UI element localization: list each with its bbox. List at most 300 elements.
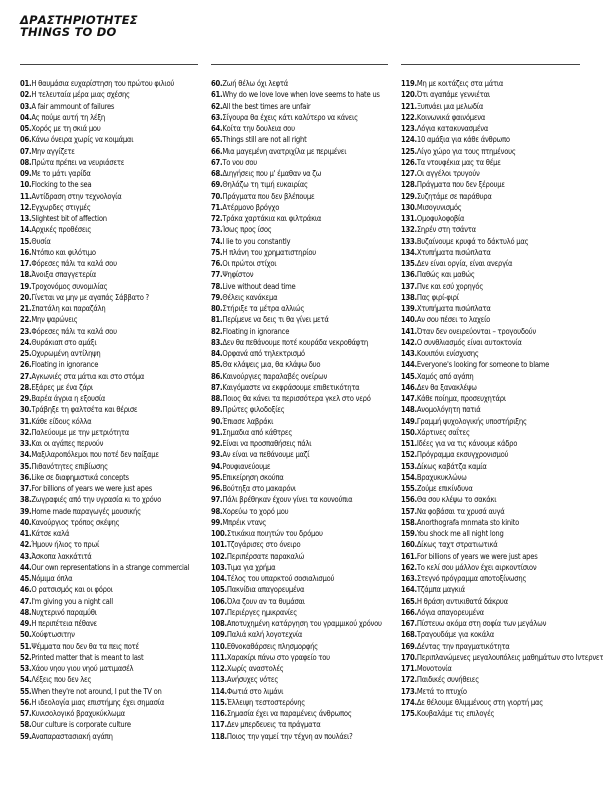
item-number: 30. bbox=[20, 405, 32, 415]
item-text: Πακνίδια απαγορευμένα bbox=[226, 585, 305, 595]
list-item bbox=[401, 539, 580, 550]
item-text: Πας φιρί-φιρί bbox=[416, 292, 459, 302]
list-item bbox=[211, 191, 388, 202]
item-text: A fair ammount of failures bbox=[31, 101, 115, 111]
item-text: Άσκοπα λακκάτιτά bbox=[31, 551, 92, 561]
item-text: Θα κλάψεις μια, θα κλάψω δυο bbox=[222, 360, 321, 370]
item-number: 162. bbox=[401, 562, 417, 572]
list-item bbox=[401, 123, 580, 134]
item-number: 145. bbox=[401, 371, 417, 381]
item-text: Παλιά καλή λογοτεχνία bbox=[226, 630, 303, 640]
item-text: Ίσως προς ίσος bbox=[222, 225, 272, 235]
item-number: 116. bbox=[211, 709, 227, 718]
list-item bbox=[211, 596, 388, 607]
item-text: Δεν θα πεθάνουμε ποτέ κουράδα νεκροθάφτη bbox=[222, 337, 369, 347]
item-text: Στήριξε τα μέτρα αλλιώς bbox=[222, 304, 305, 313]
item-text: Η θαυμάσια ευχαρίστηση του πρώτου φιλιού bbox=[31, 79, 175, 88]
list-item bbox=[20, 258, 198, 269]
item-text: Σημασία έχει να παραμένεις άνθρωπος bbox=[226, 709, 352, 718]
list-item bbox=[211, 337, 388, 348]
list-item bbox=[401, 269, 580, 280]
item-number: 60. bbox=[211, 79, 223, 88]
item-number: 33. bbox=[20, 439, 32, 448]
item-text: Everyone's looking for someone to blame bbox=[416, 360, 550, 370]
item-text: Συζητάμε σε παράθυρα bbox=[416, 191, 492, 201]
item-text: Μπρέικ ντανς bbox=[222, 517, 267, 527]
list-item bbox=[401, 213, 580, 224]
list-item bbox=[20, 213, 198, 224]
list-item bbox=[20, 179, 198, 190]
item-text: Ποιος θα κάνει τα περισσότερα γκελ στο νερό bbox=[222, 394, 371, 403]
item-number: 132. bbox=[401, 225, 417, 235]
item-text: Ρουφιανεύουμε bbox=[222, 461, 271, 471]
item-text: Στεγνό πρόγραμμα αποτοξίνωσης bbox=[416, 574, 527, 583]
list-item bbox=[211, 202, 388, 213]
list-item bbox=[401, 427, 580, 438]
item-text: Τιμα για χρήμα bbox=[226, 562, 276, 572]
item-number: 27. bbox=[20, 371, 32, 381]
item-text: Ανομολόγητη πατιά bbox=[416, 405, 481, 415]
list-item bbox=[211, 393, 388, 404]
list-item bbox=[20, 202, 198, 213]
list-item bbox=[401, 461, 580, 472]
item-text: Ποιος την γαμεί την τέχνη αν πουλάει? bbox=[226, 731, 353, 741]
item-text: Πιθανότητες επιβίωσης bbox=[31, 461, 108, 471]
item-number: 10. bbox=[20, 180, 32, 190]
item-text: Τζογάρισες στο όνειρο bbox=[226, 540, 301, 550]
item-number: 172. bbox=[401, 675, 417, 685]
item-text: Ατέρμονο βρόγχο bbox=[222, 202, 280, 212]
item-number: 117. bbox=[211, 720, 227, 730]
list-item bbox=[20, 562, 198, 573]
list-item bbox=[20, 618, 198, 629]
item-number: 75. bbox=[211, 247, 223, 257]
list-item bbox=[401, 191, 580, 202]
item-number: 107. bbox=[211, 607, 227, 617]
item-number: 17. bbox=[20, 259, 32, 268]
item-text: Things still are not all right bbox=[222, 135, 307, 145]
item-text: Ο ρατσισμός και οι φόροι bbox=[31, 585, 113, 595]
list-column-1 bbox=[20, 64, 198, 742]
item-number: 135. bbox=[401, 259, 417, 268]
list-item bbox=[401, 292, 580, 303]
list-column-2 bbox=[211, 64, 388, 742]
item-number: 16. bbox=[20, 247, 32, 257]
item-number: 96. bbox=[211, 484, 223, 493]
item-text: Το κελί σου μάλλον έχει αιρκοντίσιον bbox=[416, 562, 537, 572]
item-text: Ότι αγαπάμε γεννιέται bbox=[416, 90, 490, 100]
item-number: 133. bbox=[401, 236, 417, 246]
item-number: 128. bbox=[401, 180, 417, 190]
list-item bbox=[20, 449, 198, 460]
list-item bbox=[211, 652, 388, 663]
item-text: Τέλος του υπαρκτού σοσιαλισμού bbox=[226, 574, 335, 583]
item-number: 112. bbox=[211, 664, 227, 673]
item-number: 78. bbox=[211, 281, 223, 291]
item-text: Αρχικές προθέσεις bbox=[31, 225, 92, 235]
item-number: 147. bbox=[401, 394, 417, 403]
list-item bbox=[211, 258, 388, 269]
item-text: Βραχυκυκλώνω bbox=[416, 472, 467, 482]
item-number: 171. bbox=[401, 664, 417, 673]
item-number: 108. bbox=[211, 619, 227, 628]
item-text: Χωρίς αναστολές bbox=[226, 664, 284, 673]
list-item bbox=[20, 146, 198, 157]
list-item bbox=[211, 551, 388, 562]
item-text: Χορός με τη σκιά μου bbox=[31, 124, 101, 133]
item-number: 114. bbox=[211, 686, 227, 696]
item-number: 01. bbox=[20, 79, 32, 88]
item-text: Ιδέες για να τις κάνουμε κάδρο bbox=[416, 439, 518, 448]
list-item bbox=[211, 629, 388, 640]
item-text: Δίκως καβάτζα καμία bbox=[416, 461, 487, 471]
item-text: Χτυπήματα πισώπλατα bbox=[416, 304, 491, 313]
item-text: Οι αγγέλοι τρυγούν bbox=[416, 169, 480, 178]
item-text: Δε θέλουμε θλιμμένους στη γιορτή μας bbox=[416, 697, 543, 707]
item-text: Δίκως ταχτ στρατιωτικά bbox=[416, 540, 498, 550]
item-text: Η τελευταία μέρα μιας σχέσης bbox=[31, 90, 130, 100]
item-text: Flocking to the sea bbox=[31, 180, 92, 190]
list-item bbox=[20, 697, 198, 708]
item-text: Εγχωρδες στιγμές bbox=[31, 202, 91, 212]
item-text: Σημαδια από κάθτρες bbox=[222, 427, 293, 437]
list-item bbox=[401, 157, 580, 168]
list-item bbox=[211, 359, 388, 370]
title-greek: ΔΡΑΣΤΗΡΙΟΤΗΤΕΣ bbox=[20, 13, 138, 27]
item-text: Αν είναι να πεθάνουμε μαζί bbox=[222, 450, 310, 460]
list-item bbox=[20, 134, 198, 145]
list-item bbox=[20, 337, 198, 348]
item-text: Λίγο χώρο για τους πτημένους bbox=[416, 146, 516, 156]
list-item bbox=[401, 641, 580, 652]
list-item bbox=[20, 641, 198, 652]
item-number: 02. bbox=[20, 90, 32, 100]
list-item bbox=[401, 472, 580, 483]
item-text: Ψηφίστον bbox=[222, 270, 254, 280]
list-item bbox=[20, 404, 198, 415]
item-number: 29. bbox=[20, 394, 32, 403]
list-item bbox=[211, 101, 388, 112]
item-number: 67. bbox=[211, 157, 223, 167]
item-text: Παθώς και μαθώς bbox=[416, 270, 475, 280]
item-number: 89. bbox=[211, 405, 223, 415]
item-text: Και οι αγάπες περνούν bbox=[31, 439, 104, 448]
item-number: 100. bbox=[211, 529, 227, 538]
list-item bbox=[401, 179, 580, 190]
item-text: Printed matter that is meant to last bbox=[31, 652, 144, 662]
list-item bbox=[20, 494, 198, 505]
item-text: Χαμός από αγάπη bbox=[416, 371, 474, 381]
list-item bbox=[401, 224, 580, 235]
item-number: 65. bbox=[211, 135, 223, 145]
item-text: Ζωγραφιές από την υγρασία κι το χρόνο bbox=[31, 495, 162, 505]
list-item bbox=[211, 213, 388, 224]
item-number: 48. bbox=[20, 607, 32, 617]
item-text: Κουβαλάμε τις επιλογές bbox=[416, 709, 495, 718]
item-text: Like σε διαφημιστικά concepts bbox=[31, 472, 129, 482]
item-number: 119. bbox=[401, 79, 417, 88]
list-item bbox=[401, 348, 580, 359]
item-number: 62. bbox=[211, 101, 223, 111]
list-item bbox=[401, 449, 580, 460]
item-number: 61. bbox=[211, 90, 223, 100]
item-number: 53. bbox=[20, 664, 32, 673]
list-item bbox=[20, 719, 198, 730]
item-number: 57. bbox=[20, 709, 32, 718]
item-number: 69. bbox=[211, 180, 223, 190]
list-item bbox=[211, 303, 388, 314]
list-item bbox=[20, 157, 198, 168]
item-number: 166. bbox=[401, 607, 417, 617]
item-number: 154. bbox=[401, 472, 417, 482]
list-item bbox=[20, 483, 198, 494]
title-english: THINGS TO DO bbox=[20, 25, 117, 39]
item-text: Πνε και εσύ χορηγός bbox=[416, 281, 484, 291]
item-number: 82. bbox=[211, 326, 223, 336]
item-text: Να φοβάσαι τα χρυσά αυγά bbox=[416, 506, 505, 516]
item-text: Τράβηξε τη φαλτσέτα και θέρισε bbox=[31, 405, 138, 415]
item-text: Διηγήσεις που μ' έμαθαν να ζω bbox=[222, 169, 322, 178]
item-text: Λόγια κατακυνασμένα bbox=[416, 124, 489, 133]
item-number: 55. bbox=[20, 686, 32, 696]
item-number: 86. bbox=[211, 371, 223, 381]
item-text: Δεν θα ξανακλέψω bbox=[416, 382, 477, 392]
list-item bbox=[20, 652, 198, 663]
item-number: 39. bbox=[20, 506, 32, 516]
item-number: 143. bbox=[401, 349, 417, 358]
item-text: Τζάμπα μαγκιά bbox=[416, 585, 465, 595]
list-item bbox=[211, 461, 388, 472]
item-text: Χάου νηου γιου νηού ματιμασέλ bbox=[31, 664, 134, 673]
list-item bbox=[20, 472, 198, 483]
item-text: Βυζαίνουμε κρυφά το δάκτυλό μας bbox=[416, 236, 529, 246]
list-item bbox=[211, 686, 388, 697]
list-item bbox=[211, 382, 388, 393]
item-number: 167. bbox=[401, 619, 417, 628]
item-text: Η ιδεολογία μιας επιστήμης έχει σημασία bbox=[31, 697, 165, 707]
list-item bbox=[20, 78, 198, 89]
item-text: Κάτσε καλά bbox=[31, 529, 70, 538]
item-number: 83. bbox=[211, 337, 223, 347]
list-item bbox=[401, 258, 580, 269]
item-text: Αν σου πέσει το λαχείο bbox=[416, 315, 491, 325]
item-text: Κουιπόνι ενίσχυσης bbox=[416, 349, 479, 358]
list-item bbox=[20, 382, 198, 393]
item-number: 43. bbox=[20, 551, 32, 561]
list-item bbox=[20, 314, 198, 325]
list-item bbox=[20, 731, 198, 742]
item-text: Our own representations in a strange commercial bbox=[31, 562, 190, 572]
item-text: Γραμμή ψυχολογικής υποστήριξης bbox=[416, 416, 527, 426]
item-text: Πράγματα που δεν βλέπουμε bbox=[222, 191, 315, 201]
item-text: Πάλι βρέθηκαν έχουν γίνει τα κουνούπια bbox=[222, 495, 353, 505]
list-item bbox=[401, 146, 580, 157]
item-number: 31. bbox=[20, 416, 32, 426]
item-number: 77. bbox=[211, 270, 223, 280]
item-number: 05. bbox=[20, 124, 32, 133]
item-number: 12. bbox=[20, 202, 32, 212]
list-item bbox=[20, 551, 198, 562]
list-item bbox=[20, 427, 198, 438]
item-text: Σπατάλη και παραζάλη bbox=[31, 304, 106, 313]
item-number: 110. bbox=[211, 641, 227, 651]
list-item bbox=[211, 483, 388, 494]
item-number: 152. bbox=[401, 450, 417, 460]
item-number: 156. bbox=[401, 495, 417, 505]
item-number: 72. bbox=[211, 214, 223, 223]
list-item bbox=[401, 551, 580, 562]
item-number: 26. bbox=[20, 360, 32, 370]
item-text: Ομοφυλοφοβία bbox=[416, 214, 465, 223]
item-number: 148. bbox=[401, 405, 417, 415]
list-item bbox=[211, 281, 388, 292]
item-number: 93. bbox=[211, 450, 223, 460]
item-number: 52. bbox=[20, 652, 32, 662]
item-text: Γίνεται να μην με αγαπάς Σάββατο ? bbox=[31, 292, 149, 302]
item-text: Η πλάνη του χρηματιστηρίου bbox=[222, 247, 316, 257]
list-item bbox=[401, 618, 580, 629]
item-text: Εξάρες με ένα ζάρι bbox=[31, 382, 93, 392]
item-text: Χούφτωσιτην bbox=[31, 630, 75, 640]
item-text: Μια μαγεμένη ανατριχίλα με περιμένει bbox=[222, 146, 347, 156]
list-item bbox=[401, 89, 580, 100]
item-number: 136. bbox=[401, 270, 417, 280]
item-number: 146. bbox=[401, 382, 417, 392]
item-number: 151. bbox=[401, 439, 417, 448]
item-text: Όλα ζουν αν τα θυμάσαι bbox=[226, 596, 305, 606]
item-number: 88. bbox=[211, 394, 223, 403]
list-item bbox=[211, 641, 388, 652]
list-item bbox=[211, 157, 388, 168]
item-number: 37. bbox=[20, 484, 32, 493]
item-number: 09. bbox=[20, 169, 32, 178]
item-list bbox=[401, 78, 603, 719]
list-item bbox=[211, 449, 388, 460]
list-item bbox=[20, 528, 198, 539]
list-item bbox=[211, 179, 388, 190]
list-item bbox=[401, 652, 603, 663]
list-item bbox=[20, 663, 198, 674]
item-number: 118. bbox=[211, 731, 227, 741]
item-number: 159. bbox=[401, 529, 417, 538]
item-number: 34. bbox=[20, 450, 32, 460]
item-number: 13. bbox=[20, 214, 32, 223]
list-item bbox=[20, 573, 198, 584]
list-item bbox=[401, 506, 580, 517]
item-text: For billions of years we were just apes bbox=[416, 551, 538, 561]
list-item bbox=[211, 78, 388, 89]
list-item bbox=[211, 506, 388, 517]
item-text: Μονοτονία bbox=[416, 664, 452, 673]
item-number: 21. bbox=[20, 304, 32, 313]
item-text: Live without dead time bbox=[222, 281, 296, 291]
item-number: 44. bbox=[20, 562, 32, 572]
list-item bbox=[20, 281, 198, 292]
item-text: Αποτυχημένη κατάργηση του γραμμικού χρόνου bbox=[226, 619, 382, 628]
list-item bbox=[211, 618, 388, 629]
list-item bbox=[211, 438, 388, 449]
list-item bbox=[401, 494, 580, 505]
list-item bbox=[20, 236, 198, 247]
list-item bbox=[401, 697, 580, 708]
item-text: Floating in ignorance bbox=[31, 360, 99, 370]
item-number: 28. bbox=[20, 382, 32, 392]
item-text: When they're not around, I put the TV on bbox=[31, 686, 162, 696]
item-number: 15. bbox=[20, 236, 32, 246]
list-item bbox=[211, 168, 388, 179]
item-text: Θυσία bbox=[31, 236, 51, 246]
item-number: 14. bbox=[20, 225, 32, 235]
item-number: 139. bbox=[401, 304, 417, 313]
list-item bbox=[211, 494, 388, 505]
item-number: 144. bbox=[401, 360, 417, 370]
item-number: 56. bbox=[20, 697, 32, 707]
item-text: Τραγουδάμε για κοκάλα bbox=[416, 630, 494, 640]
list-column-3 bbox=[401, 64, 603, 719]
list-item bbox=[211, 663, 388, 674]
item-number: 126. bbox=[401, 157, 417, 167]
item-text: Καιγόμαστε να εκφράσουμε επιθετικότητα bbox=[222, 382, 360, 392]
item-number: 160. bbox=[401, 540, 417, 550]
item-number: 06. bbox=[20, 135, 32, 145]
item-number: 102. bbox=[211, 551, 227, 561]
item-number: 103. bbox=[211, 562, 227, 572]
item-number: 99. bbox=[211, 517, 223, 527]
item-number: 125. bbox=[401, 146, 417, 156]
list-item bbox=[211, 112, 388, 123]
list-item bbox=[20, 292, 198, 303]
list-item bbox=[20, 517, 198, 528]
item-text: I lie to you constantly bbox=[222, 236, 291, 246]
item-text: Με το μάτι γαρίδα bbox=[31, 169, 91, 178]
item-text: Είναι να προσπαθήσεις πάλι bbox=[222, 439, 312, 448]
list-item bbox=[211, 708, 388, 719]
item-number: 115. bbox=[211, 697, 227, 707]
list-item bbox=[20, 416, 198, 427]
item-number: 07. bbox=[20, 146, 32, 156]
item-text: Στικάκια ποιητών του δρόμου bbox=[226, 529, 323, 538]
list-item bbox=[401, 371, 580, 382]
item-text: Νόμιμα όπλα bbox=[31, 574, 73, 583]
item-number: 40. bbox=[20, 517, 32, 527]
list-item bbox=[20, 629, 198, 640]
list-item bbox=[20, 326, 198, 337]
item-text: Κανούργιος τρόπος σκέψης bbox=[31, 517, 120, 527]
item-number: 46. bbox=[20, 585, 32, 595]
item-text: Εθνοκαθάρσεις πλησμορφής bbox=[226, 641, 318, 651]
item-number: 138. bbox=[401, 292, 417, 302]
list-item bbox=[20, 224, 198, 235]
item-text: Χτυπήματα πισώπλατα bbox=[416, 247, 491, 257]
item-number: 142. bbox=[401, 337, 417, 347]
item-text: Σίγουρα θα έχεις κάτι καλύτερο να κάνεις bbox=[222, 112, 358, 122]
item-number: 19. bbox=[20, 281, 32, 291]
item-number: 68. bbox=[211, 169, 223, 178]
item-text: Πρώτα πρέπει να νευριάσετε bbox=[31, 157, 125, 167]
list-item bbox=[401, 326, 580, 337]
item-number: 87. bbox=[211, 382, 223, 392]
item-number: 36. bbox=[20, 472, 32, 482]
item-text: Μην ψαρώνεις bbox=[31, 315, 78, 325]
list-item bbox=[401, 337, 580, 348]
item-text: Κοινωνικά φαινόμενα bbox=[416, 112, 486, 122]
item-text: Μη με κοιτάζεις στα μάτια bbox=[416, 79, 504, 88]
list-item bbox=[401, 562, 580, 573]
item-number: 24. bbox=[20, 337, 32, 347]
item-number: 169. bbox=[401, 641, 417, 651]
list-item bbox=[401, 393, 580, 404]
list-item bbox=[211, 371, 388, 382]
